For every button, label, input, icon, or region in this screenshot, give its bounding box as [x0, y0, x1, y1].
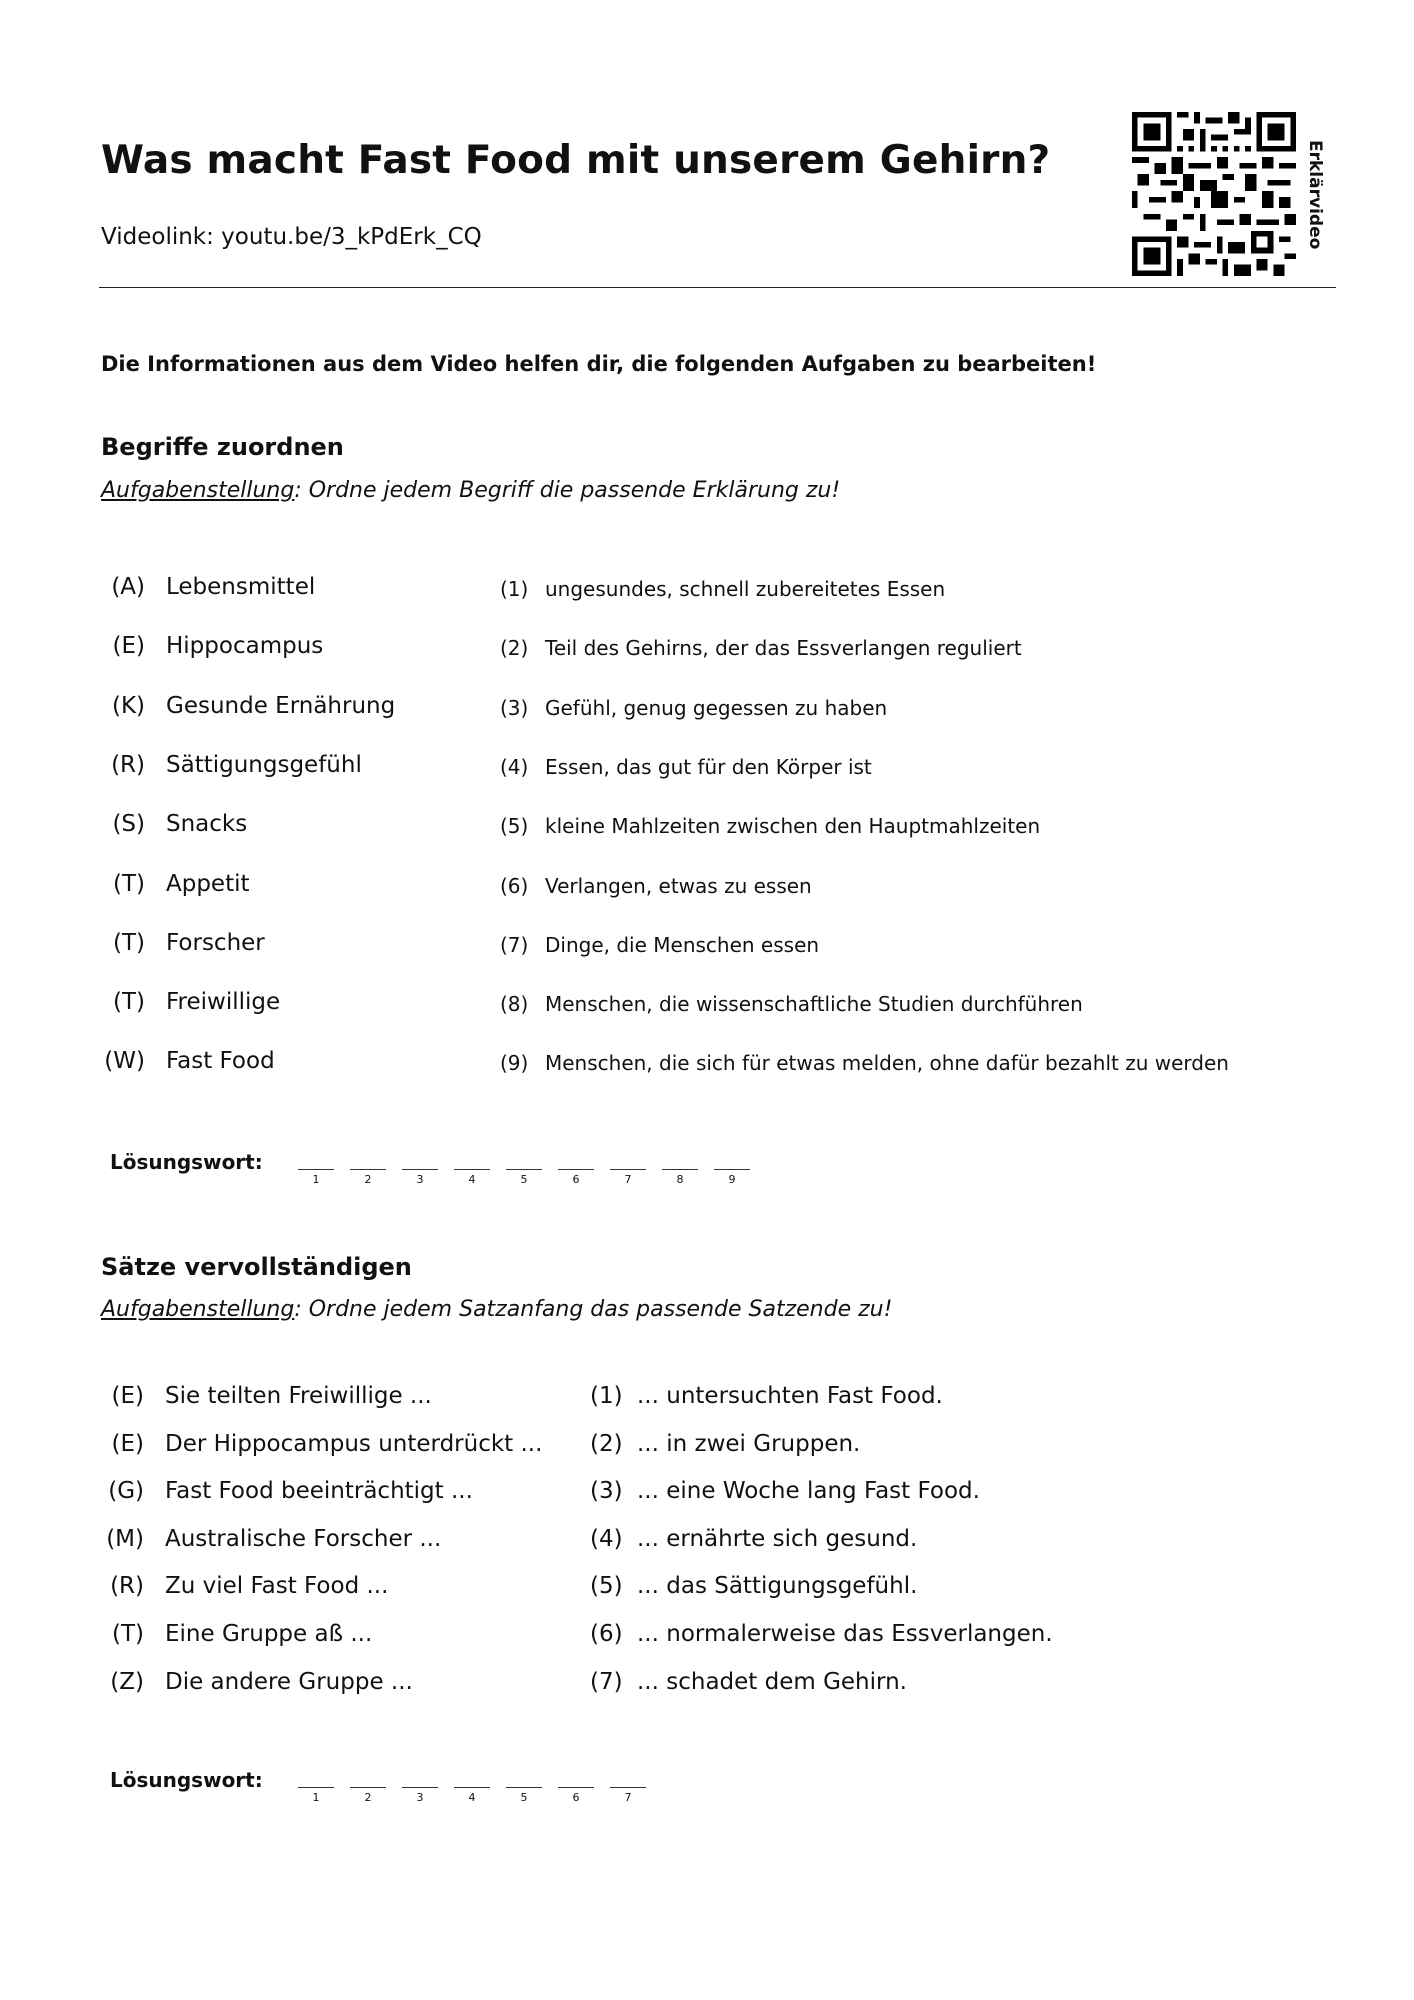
sentence-ending: ... schadet dem Gehirn.	[637, 1668, 907, 1695]
solution-blank-number: 5	[520, 1173, 528, 1186]
definition-text: Verlangen, etwas zu essen	[545, 873, 812, 898]
term-label: Fast Food	[166, 1048, 275, 1075]
term-row	[0, 693, 1414, 727]
ending-number: (1)	[590, 1383, 623, 1409]
definition-number: (9)	[500, 1051, 529, 1076]
sentence-start: Fast Food beeinträchtigt ...	[165, 1478, 473, 1505]
solution-blank[interactable]	[454, 1169, 490, 1170]
definition-text: Dinge, die Menschen essen	[545, 932, 820, 957]
solution-blank[interactable]	[350, 1169, 386, 1170]
solution-blank-number: 7	[624, 1173, 632, 1186]
qr-code-icon	[1132, 112, 1296, 276]
sentence-start: Australische Forscher ...	[165, 1525, 442, 1552]
sentence-letter: (T)	[112, 1621, 144, 1647]
term-letter: (S)	[112, 811, 145, 838]
video-link[interactable]: Videolink: youtu.be/3_kPdErk_CQ	[101, 224, 482, 250]
term-label: Sättigungsgefühl	[166, 751, 362, 778]
task-label: Aufgabenstellung	[101, 478, 295, 503]
term-letter: (T)	[113, 870, 145, 897]
sentence-ending: ... eine Woche lang Fast Food.	[637, 1478, 980, 1505]
solution-label-1: Lösungswort:	[110, 1150, 263, 1174]
definition-text: Teil des Gehirns, der das Essverlangen reguliert	[545, 636, 1022, 661]
definition-number: (3)	[500, 695, 529, 720]
solution-blank[interactable]	[610, 1169, 646, 1170]
sentence-ending: ... ernährte sich gesund.	[637, 1525, 918, 1552]
sentence-start: Zu viel Fast Food ...	[165, 1573, 389, 1600]
term-row	[0, 752, 1414, 786]
solution-blank[interactable]	[506, 1787, 542, 1788]
term-row	[0, 811, 1414, 845]
task-label: Aufgabenstellung	[101, 1297, 295, 1322]
ending-number: (6)	[590, 1621, 623, 1647]
ending-number: (2)	[590, 1430, 623, 1457]
solution-blank[interactable]	[298, 1787, 334, 1788]
page-title: Was macht Fast Food mit unserem Gehirn?	[101, 138, 1051, 183]
term-row	[0, 574, 1414, 608]
solution-blank[interactable]	[714, 1169, 750, 1170]
term-label: Lebensmittel	[166, 574, 316, 600]
term-label: Appetit	[166, 870, 250, 897]
term-letter: (W)	[104, 1048, 145, 1075]
solution-blank-number: 1	[312, 1791, 320, 1804]
definition-text: Essen, das gut für den Körper ist	[545, 754, 872, 779]
solution-blank[interactable]	[298, 1169, 334, 1170]
definition-text: Menschen, die wissenschaftliche Studien durchführen	[545, 992, 1083, 1017]
sentence-row	[0, 1526, 1414, 1560]
term-letter: (A)	[111, 574, 145, 600]
sentence-letter: (R)	[110, 1573, 144, 1600]
term-row	[0, 989, 1414, 1023]
sentence-ending: ... in zwei Gruppen.	[637, 1430, 861, 1457]
solution-blank-number: 2	[364, 1173, 372, 1186]
sentence-letter: (M)	[106, 1525, 144, 1552]
ending-number: (5)	[590, 1573, 623, 1600]
term-letter: (T)	[113, 929, 145, 956]
term-label: Forscher	[166, 929, 265, 956]
sentence-row	[0, 1383, 1414, 1417]
term-row	[0, 1048, 1414, 1082]
term-label: Hippocampus	[166, 633, 324, 660]
solution-blank[interactable]	[402, 1787, 438, 1788]
term-label: Freiwillige	[166, 989, 281, 1016]
sentence-ending: ... das Sättigungsgefühl.	[637, 1573, 918, 1600]
definition-text: kleine Mahlzeiten zwischen den Hauptmahlzeiten	[545, 814, 1041, 839]
solution-blank-number: 5	[520, 1791, 528, 1804]
solution-blank[interactable]	[506, 1169, 542, 1170]
solution-blank[interactable]	[558, 1169, 594, 1170]
task-text: : Ordne jedem Satzanfang das passende Satzende zu!	[294, 1297, 893, 1322]
term-row	[0, 871, 1414, 905]
section1-task	[101, 478, 840, 503]
qr-label: Erklärvideo	[1305, 140, 1325, 250]
definition-text: Menschen, die sich für etwas melden, ohne dafür bezahlt zu werden	[545, 1051, 1229, 1076]
term-label: Gesunde Ernährung	[166, 692, 396, 719]
sentence-row	[0, 1573, 1414, 1607]
definition-number: (2)	[500, 636, 529, 661]
solution-blank-number: 6	[572, 1791, 580, 1804]
sentence-letter: (Z)	[110, 1668, 144, 1695]
sentence-start: Die andere Gruppe ...	[165, 1668, 413, 1695]
ending-number: (3)	[590, 1478, 623, 1505]
definition-number: (6)	[500, 873, 529, 898]
header-divider	[99, 287, 1336, 288]
sentence-letter: (E)	[111, 1430, 144, 1457]
section2-task	[101, 1297, 892, 1322]
solution-blank-number: 1	[312, 1173, 320, 1186]
sentence-letter: (G)	[108, 1478, 144, 1505]
definition-number: (7)	[500, 932, 529, 957]
solution-blank[interactable]	[610, 1787, 646, 1788]
definition-number: (5)	[500, 814, 529, 839]
term-label: Snacks	[166, 811, 248, 838]
sentence-letter: (E)	[111, 1383, 144, 1409]
term-letter: (R)	[111, 751, 145, 778]
solution-blank-number: 4	[468, 1173, 476, 1186]
sentence-row	[0, 1478, 1414, 1512]
sentence-start: Sie teilten Freiwillige ...	[165, 1383, 432, 1409]
solution-blank-number: 8	[676, 1173, 684, 1186]
term-letter: (E)	[112, 633, 145, 660]
definition-number: (1)	[500, 577, 529, 601]
solution-blank-number: 7	[624, 1791, 632, 1804]
sentence-ending: ... normalerweise das Essverlangen.	[637, 1621, 1053, 1647]
task-text: : Ordne jedem Begriff die passende Erklärung zu!	[294, 478, 841, 503]
sentence-row	[0, 1431, 1414, 1465]
solution-blank-number: 4	[468, 1791, 476, 1804]
intro-text: Die Informationen aus dem Video helfen dir, die folgenden Aufgaben zu bearbeiten!	[101, 352, 1097, 376]
solution-label-2: Lösungswort:	[110, 1768, 263, 1792]
sentence-row	[0, 1669, 1414, 1703]
sentence-start: Der Hippocampus unterdrückt ...	[165, 1430, 543, 1457]
sentence-row	[0, 1621, 1414, 1655]
solution-blank-number: 6	[572, 1173, 580, 1186]
section1-heading: Begriffe zuordnen	[101, 433, 344, 461]
solution-blank[interactable]	[662, 1169, 698, 1170]
section2-heading: Sätze vervollständigen	[101, 1253, 412, 1281]
term-letter: (K)	[111, 692, 145, 719]
solution-blank-number: 9	[728, 1173, 736, 1186]
definition-text: Gefühl, genug gegessen zu haben	[545, 695, 888, 720]
ending-number: (4)	[590, 1525, 623, 1552]
sentence-start: Eine Gruppe aß ...	[165, 1621, 373, 1647]
solution-blank[interactable]	[402, 1169, 438, 1170]
solution-blank[interactable]	[558, 1787, 594, 1788]
term-row	[0, 633, 1414, 667]
ending-number: (7)	[590, 1668, 623, 1695]
definition-text: ungesundes, schnell zubereitetes Essen	[545, 577, 946, 601]
term-row	[0, 930, 1414, 964]
solution-blank-number: 3	[416, 1791, 424, 1804]
definition-number: (8)	[500, 992, 529, 1017]
solution-blank-number: 3	[416, 1173, 424, 1186]
solution-blank[interactable]	[350, 1787, 386, 1788]
sentence-ending: ... untersuchten Fast Food.	[637, 1383, 943, 1409]
solution-blank-number: 2	[364, 1791, 372, 1804]
solution-blank[interactable]	[454, 1787, 490, 1788]
definition-number: (4)	[500, 754, 529, 779]
term-letter: (T)	[113, 989, 145, 1016]
